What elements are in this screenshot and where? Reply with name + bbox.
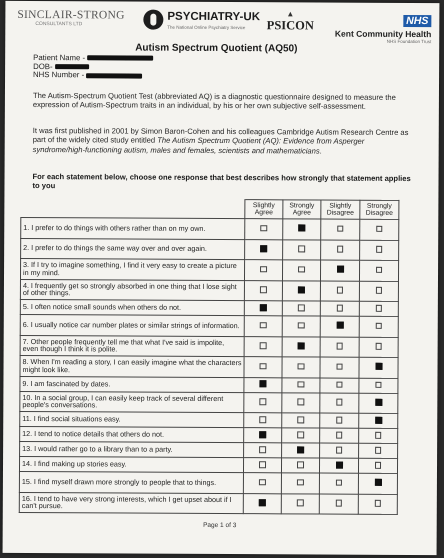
response-cell xyxy=(359,443,398,458)
response-cell xyxy=(282,443,320,458)
psychiatry-uk-mark-icon xyxy=(143,10,163,30)
checkbox[interactable] xyxy=(337,225,344,232)
question-text: 12. I tend to notice details that others do not. xyxy=(20,426,244,442)
response-cell xyxy=(282,336,320,357)
response-cell xyxy=(320,378,359,393)
question-text: 9. I am fascinated by dates. xyxy=(20,376,244,392)
response-cell xyxy=(320,413,359,428)
response-cell xyxy=(358,458,397,473)
checkbox[interactable] xyxy=(336,381,343,388)
nhs-trust-sub: NHS Foundation Trust xyxy=(386,38,432,45)
checkbox[interactable] xyxy=(260,266,267,273)
checkbox[interactable] xyxy=(298,304,305,311)
response-cell xyxy=(320,301,359,316)
response-cell xyxy=(283,239,321,260)
response-cell xyxy=(244,443,282,458)
checkbox[interactable] xyxy=(297,479,304,486)
checkbox[interactable] xyxy=(259,461,266,468)
checkbox[interactable] xyxy=(336,447,343,454)
questionnaire-page xyxy=(3,1,440,555)
checkbox[interactable] xyxy=(337,305,344,312)
checkbox[interactable] xyxy=(260,322,267,329)
psicon-mark-icon: ▲ xyxy=(286,9,295,19)
history-text-end: . xyxy=(319,146,322,156)
checkbox[interactable] xyxy=(260,342,267,349)
question-text: 13. I would rather go to a library than to a party. xyxy=(20,441,244,457)
response-cell xyxy=(320,443,359,458)
checkbox[interactable] xyxy=(376,226,383,233)
response-cell xyxy=(244,428,282,443)
psicon-logo-name: PSICON xyxy=(266,18,314,33)
psicon-logo xyxy=(265,10,315,32)
checked-box[interactable] xyxy=(259,380,266,387)
checked-box[interactable] xyxy=(374,479,381,486)
checked-box[interactable] xyxy=(337,266,344,273)
question-text: 5. I often notice small sounds when others do not. xyxy=(20,299,244,315)
response-cell xyxy=(243,493,281,514)
checkbox[interactable] xyxy=(375,447,382,454)
checkbox[interactable] xyxy=(297,461,304,468)
response-cell xyxy=(244,280,282,301)
checkbox[interactable] xyxy=(260,363,267,370)
response-cell xyxy=(281,473,319,494)
sinclair-logo-name: SINCLAIR-STRONG xyxy=(17,8,125,22)
checkbox[interactable] xyxy=(298,381,305,388)
response-cell xyxy=(243,458,281,473)
column-header: Slightly Agree xyxy=(245,200,283,219)
checkbox[interactable] xyxy=(259,446,266,453)
checkbox[interactable] xyxy=(336,343,343,350)
question-text: 15. I find myself drawn more strongly to people that to things. xyxy=(19,471,243,493)
column-header: Strongly Disagree xyxy=(360,200,399,219)
response-cell xyxy=(244,336,282,357)
question-text: 11. I find social situations easy. xyxy=(20,411,244,427)
response-cell xyxy=(321,219,360,240)
checkbox[interactable] xyxy=(376,305,383,312)
response-cell xyxy=(359,301,398,316)
checkbox[interactable] xyxy=(376,267,383,274)
response-cell xyxy=(359,413,398,428)
checked-box[interactable] xyxy=(375,363,382,370)
page-title: Autism Spectrum Quotient (AQ50) xyxy=(135,42,298,55)
response-cell xyxy=(319,494,358,515)
question-text: 1. I prefer to do things with others rather than on my own. xyxy=(21,217,245,239)
response-cell xyxy=(282,413,320,428)
question-row xyxy=(20,355,398,377)
checkbox[interactable] xyxy=(297,416,304,423)
history-paragraph xyxy=(33,126,417,156)
checkbox[interactable] xyxy=(260,398,267,405)
redaction-bar xyxy=(87,56,153,61)
checkbox[interactable] xyxy=(259,479,266,486)
question-row xyxy=(19,492,397,514)
response-cell xyxy=(358,494,397,515)
question-text: 3. If I try to imagine something, I find it very easy to create a picture in my mind. xyxy=(20,258,244,280)
checkbox[interactable] xyxy=(298,363,305,370)
response-cell xyxy=(244,316,282,337)
response-cell xyxy=(283,219,321,240)
intro-paragraph: The Autism-Spectrum Quotient Test (abbreviated AQ) is a diagnostic questionnaire designed to measure the expression of Autism-Spectrum traits in an individual, by his or her own subjective self-assessment. xyxy=(32,91,396,112)
response-cell xyxy=(282,260,320,281)
sinclair-logo-sub: CONSULTANTS LTD xyxy=(35,21,83,28)
question-text: 14. I find making up stories easy. xyxy=(19,456,243,472)
checked-box[interactable] xyxy=(375,416,382,423)
response-cell xyxy=(243,473,281,494)
checked-box[interactable] xyxy=(260,245,267,252)
nhs-kent-logo xyxy=(319,11,431,45)
column-header: Strongly Agree xyxy=(283,200,321,219)
nhs-number-label: NHS Number - xyxy=(33,70,85,80)
psychiatry-uk-logo-sub: The National Online Psychiatry Service xyxy=(167,24,246,31)
question-rows xyxy=(19,217,399,514)
column-header: Slightly Disagree xyxy=(321,200,360,219)
checked-box[interactable] xyxy=(298,342,305,349)
question-row xyxy=(21,238,399,260)
question-text: 16. I tend to have very strong interests, which I get upset about if I can't pursue. xyxy=(19,492,243,514)
question-row xyxy=(21,217,399,239)
response-cell xyxy=(245,219,283,240)
patient-name-label: Patient Name - xyxy=(33,53,86,63)
checked-box[interactable] xyxy=(259,431,266,438)
response-cell xyxy=(282,428,320,443)
question-row xyxy=(20,279,398,301)
response-cell xyxy=(320,428,359,443)
checked-box[interactable] xyxy=(298,286,305,293)
nhs-trust-name: Kent Community Health xyxy=(334,28,432,40)
question-row xyxy=(19,471,397,493)
sinclair-strong-logo xyxy=(17,9,137,28)
checkbox[interactable] xyxy=(376,287,383,294)
nhs-badge: NHS xyxy=(403,15,431,27)
response-cell xyxy=(244,301,282,316)
checkbox[interactable] xyxy=(375,343,382,350)
checkbox[interactable] xyxy=(336,479,343,486)
checked-box[interactable] xyxy=(259,499,266,506)
header-logos xyxy=(15,8,432,45)
checked-box[interactable] xyxy=(336,461,343,468)
checkbox[interactable] xyxy=(298,399,305,406)
checkbox[interactable] xyxy=(297,500,304,507)
response-cell xyxy=(281,493,319,514)
response-cell xyxy=(358,473,397,494)
patient-details xyxy=(33,54,153,80)
response-cell xyxy=(320,316,359,337)
question-row xyxy=(20,335,398,357)
question-text: 8. When I'm reading a story, I can easily imagine what the characters might look like. xyxy=(20,355,244,377)
question-row xyxy=(20,391,398,413)
response-cell xyxy=(281,458,319,473)
checkbox[interactable] xyxy=(260,225,267,232)
response-cell xyxy=(244,260,282,281)
checkbox[interactable] xyxy=(337,246,344,253)
checked-box[interactable] xyxy=(260,304,267,311)
question-row xyxy=(20,314,398,336)
response-cell xyxy=(320,337,359,358)
table-header-row xyxy=(21,198,399,219)
response-cell xyxy=(245,239,283,260)
response-cell xyxy=(359,281,398,302)
checkbox[interactable] xyxy=(336,417,343,424)
response-cell xyxy=(244,413,282,428)
question-text: 10. In a social group, I can easily keep track of several different people's conversations. xyxy=(20,391,244,413)
response-cell xyxy=(282,392,320,413)
response-cell xyxy=(320,357,359,378)
checkbox[interactable] xyxy=(298,246,305,253)
checked-box[interactable] xyxy=(297,446,304,453)
question-row xyxy=(20,258,398,280)
response-cell xyxy=(359,393,398,414)
checkbox[interactable] xyxy=(375,462,382,469)
response-cell xyxy=(282,280,320,301)
question-text: 7. Other people frequently tell me that what I've said is impolite, even though I think it is polite. xyxy=(20,335,244,357)
history-text: It was first published in 2001 by Simon Baron-Cohen and his colleagues Cambridge Autism Research Centre as part of the widely cited study entitled xyxy=(32,126,409,146)
response-cell xyxy=(360,240,399,261)
question-text: 4. I frequently get so strongly absorbed in one thing that I lose sight of other things. xyxy=(20,279,244,301)
page-number: Page 1 of 3 xyxy=(203,521,237,530)
response-cell xyxy=(319,473,358,494)
study-title: The Autism Spectrum Quotient (AQ): Evidence from Asperger syndrome/high-functioning autism, males and females, scientists and mathematicians xyxy=(32,136,365,156)
response-cell xyxy=(282,316,320,337)
dob-label: DOB- xyxy=(33,61,53,71)
checkbox[interactable] xyxy=(336,363,343,370)
instruction-text: For each statement below, choose one response that best describes how strongly that statement applies to you xyxy=(32,172,411,191)
checkbox[interactable] xyxy=(297,431,304,438)
response-cell xyxy=(320,393,359,414)
response-cell xyxy=(282,301,320,316)
checkbox[interactable] xyxy=(298,322,305,329)
response-cell xyxy=(359,337,398,358)
response-cell xyxy=(282,357,320,378)
checkbox[interactable] xyxy=(336,399,343,406)
checkbox[interactable] xyxy=(336,432,343,439)
question-text: 2. I prefer to do things the same way over and over again. xyxy=(21,238,245,260)
response-cell xyxy=(244,357,282,378)
question-text: 6. I usually notice car number plates or similar strings of information. xyxy=(20,314,244,336)
checkbox[interactable] xyxy=(376,246,383,253)
response-cell xyxy=(282,377,320,392)
response-cell xyxy=(320,281,359,302)
checkbox[interactable] xyxy=(375,381,382,388)
psychiatry-uk-logo xyxy=(143,10,261,31)
response-cell xyxy=(360,219,399,240)
checkbox[interactable] xyxy=(298,266,305,273)
checked-box[interactable] xyxy=(375,399,382,406)
response-cell xyxy=(319,458,358,473)
response-cell xyxy=(359,260,398,281)
aq-question-table xyxy=(19,198,400,515)
response-cell xyxy=(321,240,360,261)
checkbox[interactable] xyxy=(337,287,344,294)
redaction-bar xyxy=(86,73,142,78)
response-cell xyxy=(320,260,359,281)
response-cell xyxy=(359,357,398,378)
redaction-bar xyxy=(55,64,89,69)
checked-box[interactable] xyxy=(336,322,343,329)
checkbox[interactable] xyxy=(375,500,382,507)
checkbox[interactable] xyxy=(336,500,343,507)
checked-box[interactable] xyxy=(298,225,305,232)
checkbox[interactable] xyxy=(260,286,267,293)
psychiatry-uk-logo-name: PSYCHIATRY-UK xyxy=(167,10,261,24)
response-cell xyxy=(244,377,282,392)
response-cell xyxy=(359,378,398,393)
checkbox[interactable] xyxy=(375,432,382,439)
response-cell xyxy=(244,392,282,413)
response-cell xyxy=(359,316,398,337)
header-blank-cell xyxy=(21,198,245,218)
response-cell xyxy=(359,428,398,443)
checkbox[interactable] xyxy=(375,323,382,330)
checkbox[interactable] xyxy=(259,416,266,423)
